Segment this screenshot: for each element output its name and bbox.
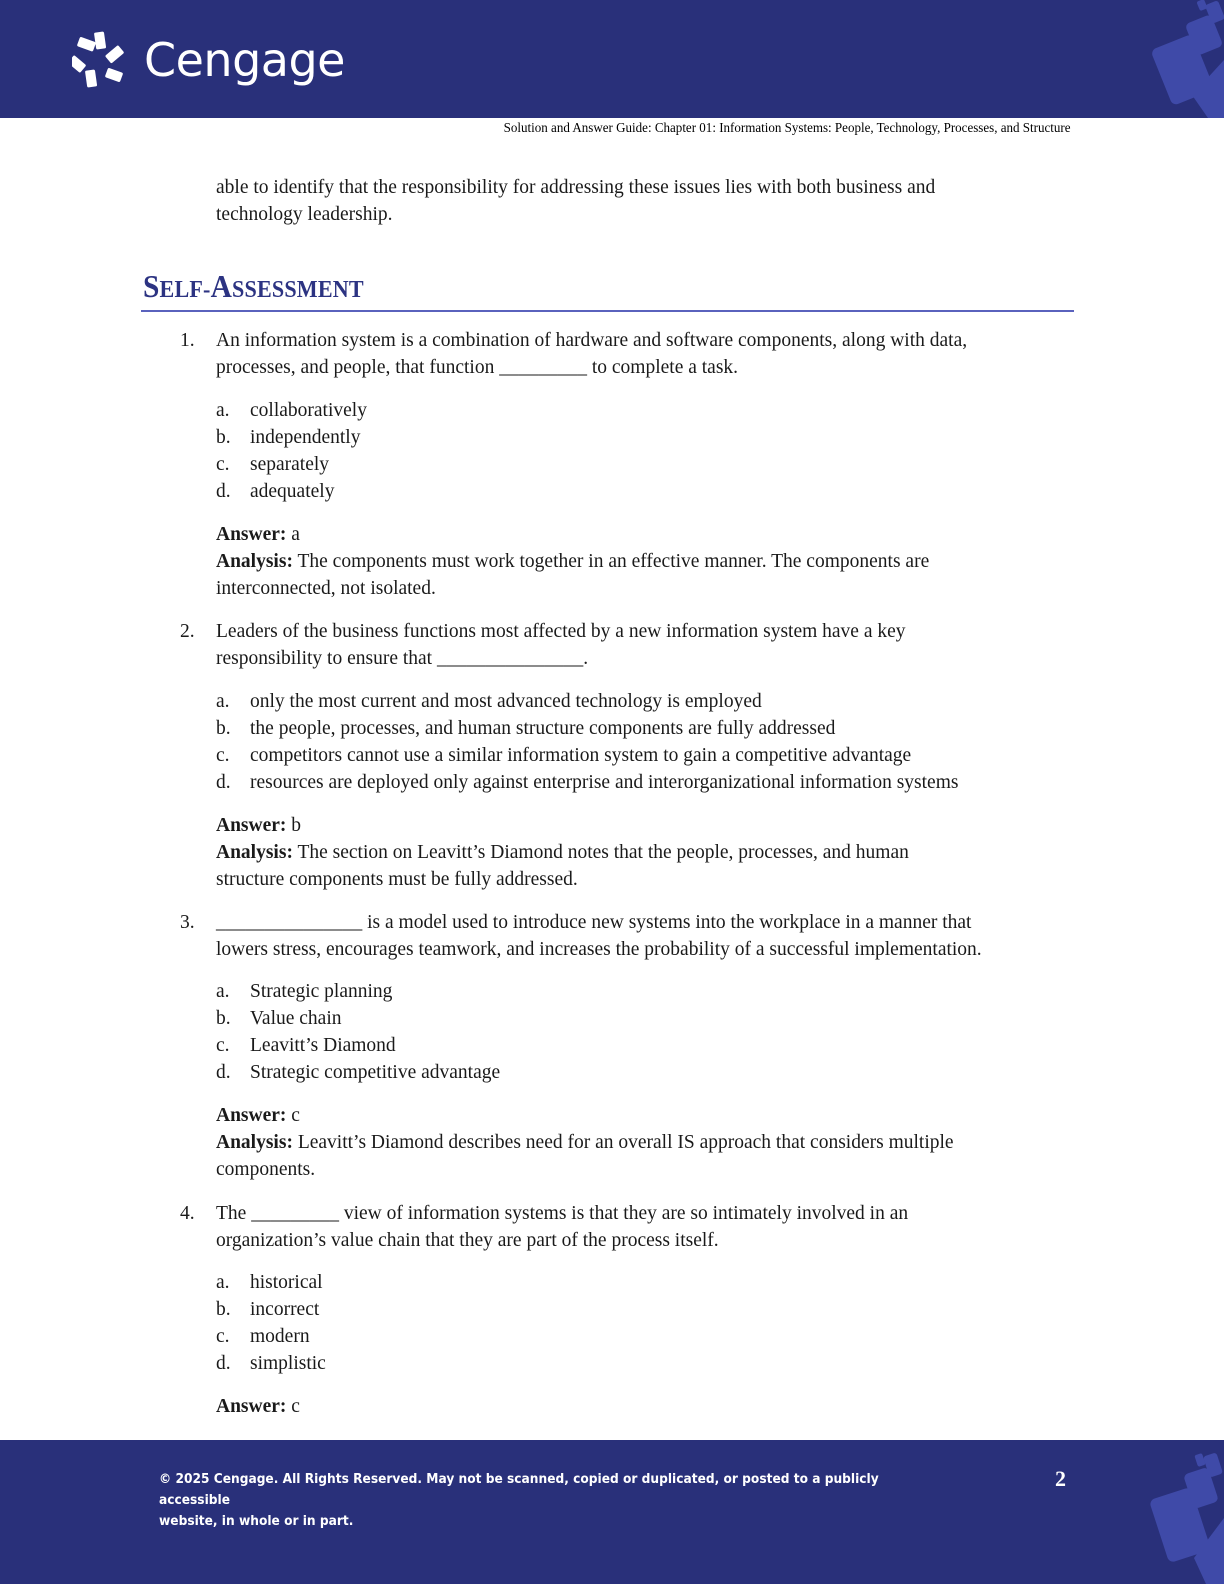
answer-label: Answer: bbox=[216, 1396, 287, 1417]
option-text: Leavitt’s Diamond bbox=[250, 1035, 396, 1056]
option-text: modern bbox=[250, 1326, 310, 1347]
answer-line bbox=[216, 1393, 1076, 1420]
question-text bbox=[216, 909, 1086, 963]
option-text: resources are deployed only against enterprise and interorganizational information systems bbox=[250, 772, 959, 793]
question-line: The _________ view of information systems is that they are so intimately involved in an bbox=[216, 1203, 909, 1224]
option-text: Strategic competitive advantage bbox=[250, 1062, 501, 1083]
option-c bbox=[216, 451, 329, 478]
answer-block bbox=[216, 521, 1076, 602]
question-text bbox=[216, 327, 1076, 381]
cengage-logo bbox=[72, 30, 345, 90]
question-line: processes, and people, that function _________ to complete a task. bbox=[216, 357, 739, 378]
answer-value: a bbox=[291, 524, 300, 545]
option-letter: b. bbox=[216, 427, 231, 448]
cengage-starburst-icon bbox=[72, 30, 134, 90]
option-b bbox=[216, 715, 835, 742]
section-divider bbox=[141, 310, 1074, 312]
option-letter: d. bbox=[216, 1353, 231, 1374]
title-part: S bbox=[143, 268, 160, 304]
question-number: 1. bbox=[180, 330, 195, 351]
copyright-line: © 2025 Cengage. All Rights Reserved. May not be scanned, copied or duplicated, or posted to a publicly accessible bbox=[159, 1472, 879, 1508]
analysis-label: Analysis: bbox=[216, 551, 293, 572]
analysis-label: Analysis: bbox=[216, 1132, 293, 1153]
page-number: 2 bbox=[1055, 1466, 1066, 1491]
answer-label: Answer: bbox=[216, 1105, 287, 1126]
analysis-line bbox=[216, 1129, 1076, 1156]
option-d bbox=[216, 478, 334, 505]
option-d bbox=[216, 1350, 326, 1377]
option-letter: b. bbox=[216, 1299, 231, 1320]
answer-block bbox=[216, 1102, 1076, 1183]
option-letter: c. bbox=[216, 745, 230, 766]
answer-label: Answer: bbox=[216, 524, 287, 545]
analysis-label: Analysis: bbox=[216, 842, 293, 863]
question-line: Leaders of the business functions most affected by a new information system have a key bbox=[216, 621, 906, 642]
answer-line bbox=[216, 812, 1076, 839]
option-text: Value chain bbox=[250, 1008, 342, 1029]
question-number: 3. bbox=[180, 912, 195, 933]
analysis-text: The section on Leavitt’s Diamond notes that the people, processes, and human bbox=[297, 842, 909, 863]
option-d bbox=[216, 769, 958, 796]
option-a bbox=[216, 688, 762, 715]
option-letter: a. bbox=[216, 400, 230, 421]
option-text: adequately bbox=[250, 481, 335, 502]
question-text bbox=[216, 618, 1076, 672]
option-text: independently bbox=[250, 427, 361, 448]
copyright-line: website, in whole or in part. bbox=[159, 1514, 354, 1529]
question-line: lowers stress, encourages teamwork, and increases the probability of a successful implementation. bbox=[216, 939, 982, 960]
question-text bbox=[216, 1200, 1076, 1254]
option-text: collaboratively bbox=[250, 400, 367, 421]
option-a bbox=[216, 978, 392, 1005]
decorative-corner-shapes-icon bbox=[1120, 1440, 1224, 1584]
option-letter: a. bbox=[216, 981, 230, 1002]
brand-name: Cengage bbox=[144, 33, 345, 87]
answer-block bbox=[216, 1393, 1076, 1420]
option-letter: b. bbox=[216, 1008, 231, 1029]
option-a bbox=[216, 397, 367, 424]
option-letter: d. bbox=[216, 481, 231, 502]
answer-line bbox=[216, 1102, 1076, 1129]
option-text: the people, processes, and human structure components are fully addressed bbox=[250, 718, 836, 739]
question-line: An information system is a combination of hardware and software components, along with data, bbox=[216, 330, 968, 351]
footer-band bbox=[0, 1440, 1224, 1584]
question-number: 4. bbox=[180, 1203, 195, 1224]
analysis-text: structure components must be fully addressed. bbox=[216, 869, 578, 890]
section-title bbox=[143, 268, 364, 305]
analysis-line bbox=[216, 548, 1076, 575]
option-text: historical bbox=[250, 1272, 323, 1293]
analysis-text: Leavitt’s Diamond describes need for an overall IS approach that considers multiple bbox=[297, 1132, 954, 1153]
title-part: SSESSMENT bbox=[232, 277, 364, 303]
decorative-corner-shapes-icon bbox=[1130, 0, 1224, 118]
option-d bbox=[216, 1059, 500, 1086]
option-c bbox=[216, 1323, 310, 1350]
analysis-text: components. bbox=[216, 1159, 316, 1180]
question-number: 2. bbox=[180, 621, 195, 642]
intro-paragraph bbox=[216, 174, 1076, 228]
header-band bbox=[0, 0, 1224, 118]
answer-line bbox=[216, 521, 1076, 548]
option-text: Strategic planning bbox=[250, 981, 393, 1002]
intro-line: technology leadership. bbox=[216, 204, 393, 225]
answer-block bbox=[216, 812, 1076, 893]
option-a bbox=[216, 1269, 323, 1296]
copyright-notice bbox=[159, 1469, 892, 1532]
option-letter: a. bbox=[216, 1272, 230, 1293]
answer-value: c bbox=[291, 1396, 300, 1417]
question-line: responsibility to ensure that _______________. bbox=[216, 648, 589, 669]
option-letter: c. bbox=[216, 1035, 230, 1056]
answer-value: b bbox=[291, 815, 302, 836]
option-text: simplistic bbox=[250, 1353, 326, 1374]
option-letter: b. bbox=[216, 718, 231, 739]
intro-line: able to identify that the responsibility for addressing these issues lies with both business and bbox=[216, 177, 936, 198]
option-letter: d. bbox=[216, 772, 231, 793]
answer-label: Answer: bbox=[216, 815, 287, 836]
option-c bbox=[216, 1032, 396, 1059]
answer-value: c bbox=[291, 1105, 300, 1126]
option-text: separately bbox=[250, 454, 330, 475]
analysis-text: The components must work together in an effective manner. The components are bbox=[297, 551, 930, 572]
option-letter: d. bbox=[216, 1062, 231, 1083]
option-b bbox=[216, 1005, 342, 1032]
title-part: ELF- bbox=[159, 277, 211, 303]
title-part: A bbox=[210, 268, 233, 304]
option-text: incorrect bbox=[250, 1299, 320, 1320]
option-b bbox=[216, 424, 360, 451]
analysis-text: interconnected, not isolated. bbox=[216, 578, 436, 599]
question-line: _______________ is a model used to introduce new systems into the workplace in a manner that bbox=[216, 912, 972, 933]
question-line: organization’s value chain that they are part of the process itself. bbox=[216, 1230, 719, 1251]
analysis-line bbox=[216, 839, 1076, 866]
option-letter: c. bbox=[216, 1326, 230, 1347]
option-text: competitors cannot use a similar information system to gain a competitive advantage bbox=[250, 745, 912, 766]
running-head: Solution and Answer Guide: Chapter 01: Information Systems: People, Technology, Processes, and Structure bbox=[503, 121, 1070, 136]
option-text: only the most current and most advanced technology is employed bbox=[250, 691, 762, 712]
option-b bbox=[216, 1296, 319, 1323]
option-c bbox=[216, 742, 911, 769]
option-letter: c. bbox=[216, 454, 230, 475]
option-letter: a. bbox=[216, 691, 230, 712]
